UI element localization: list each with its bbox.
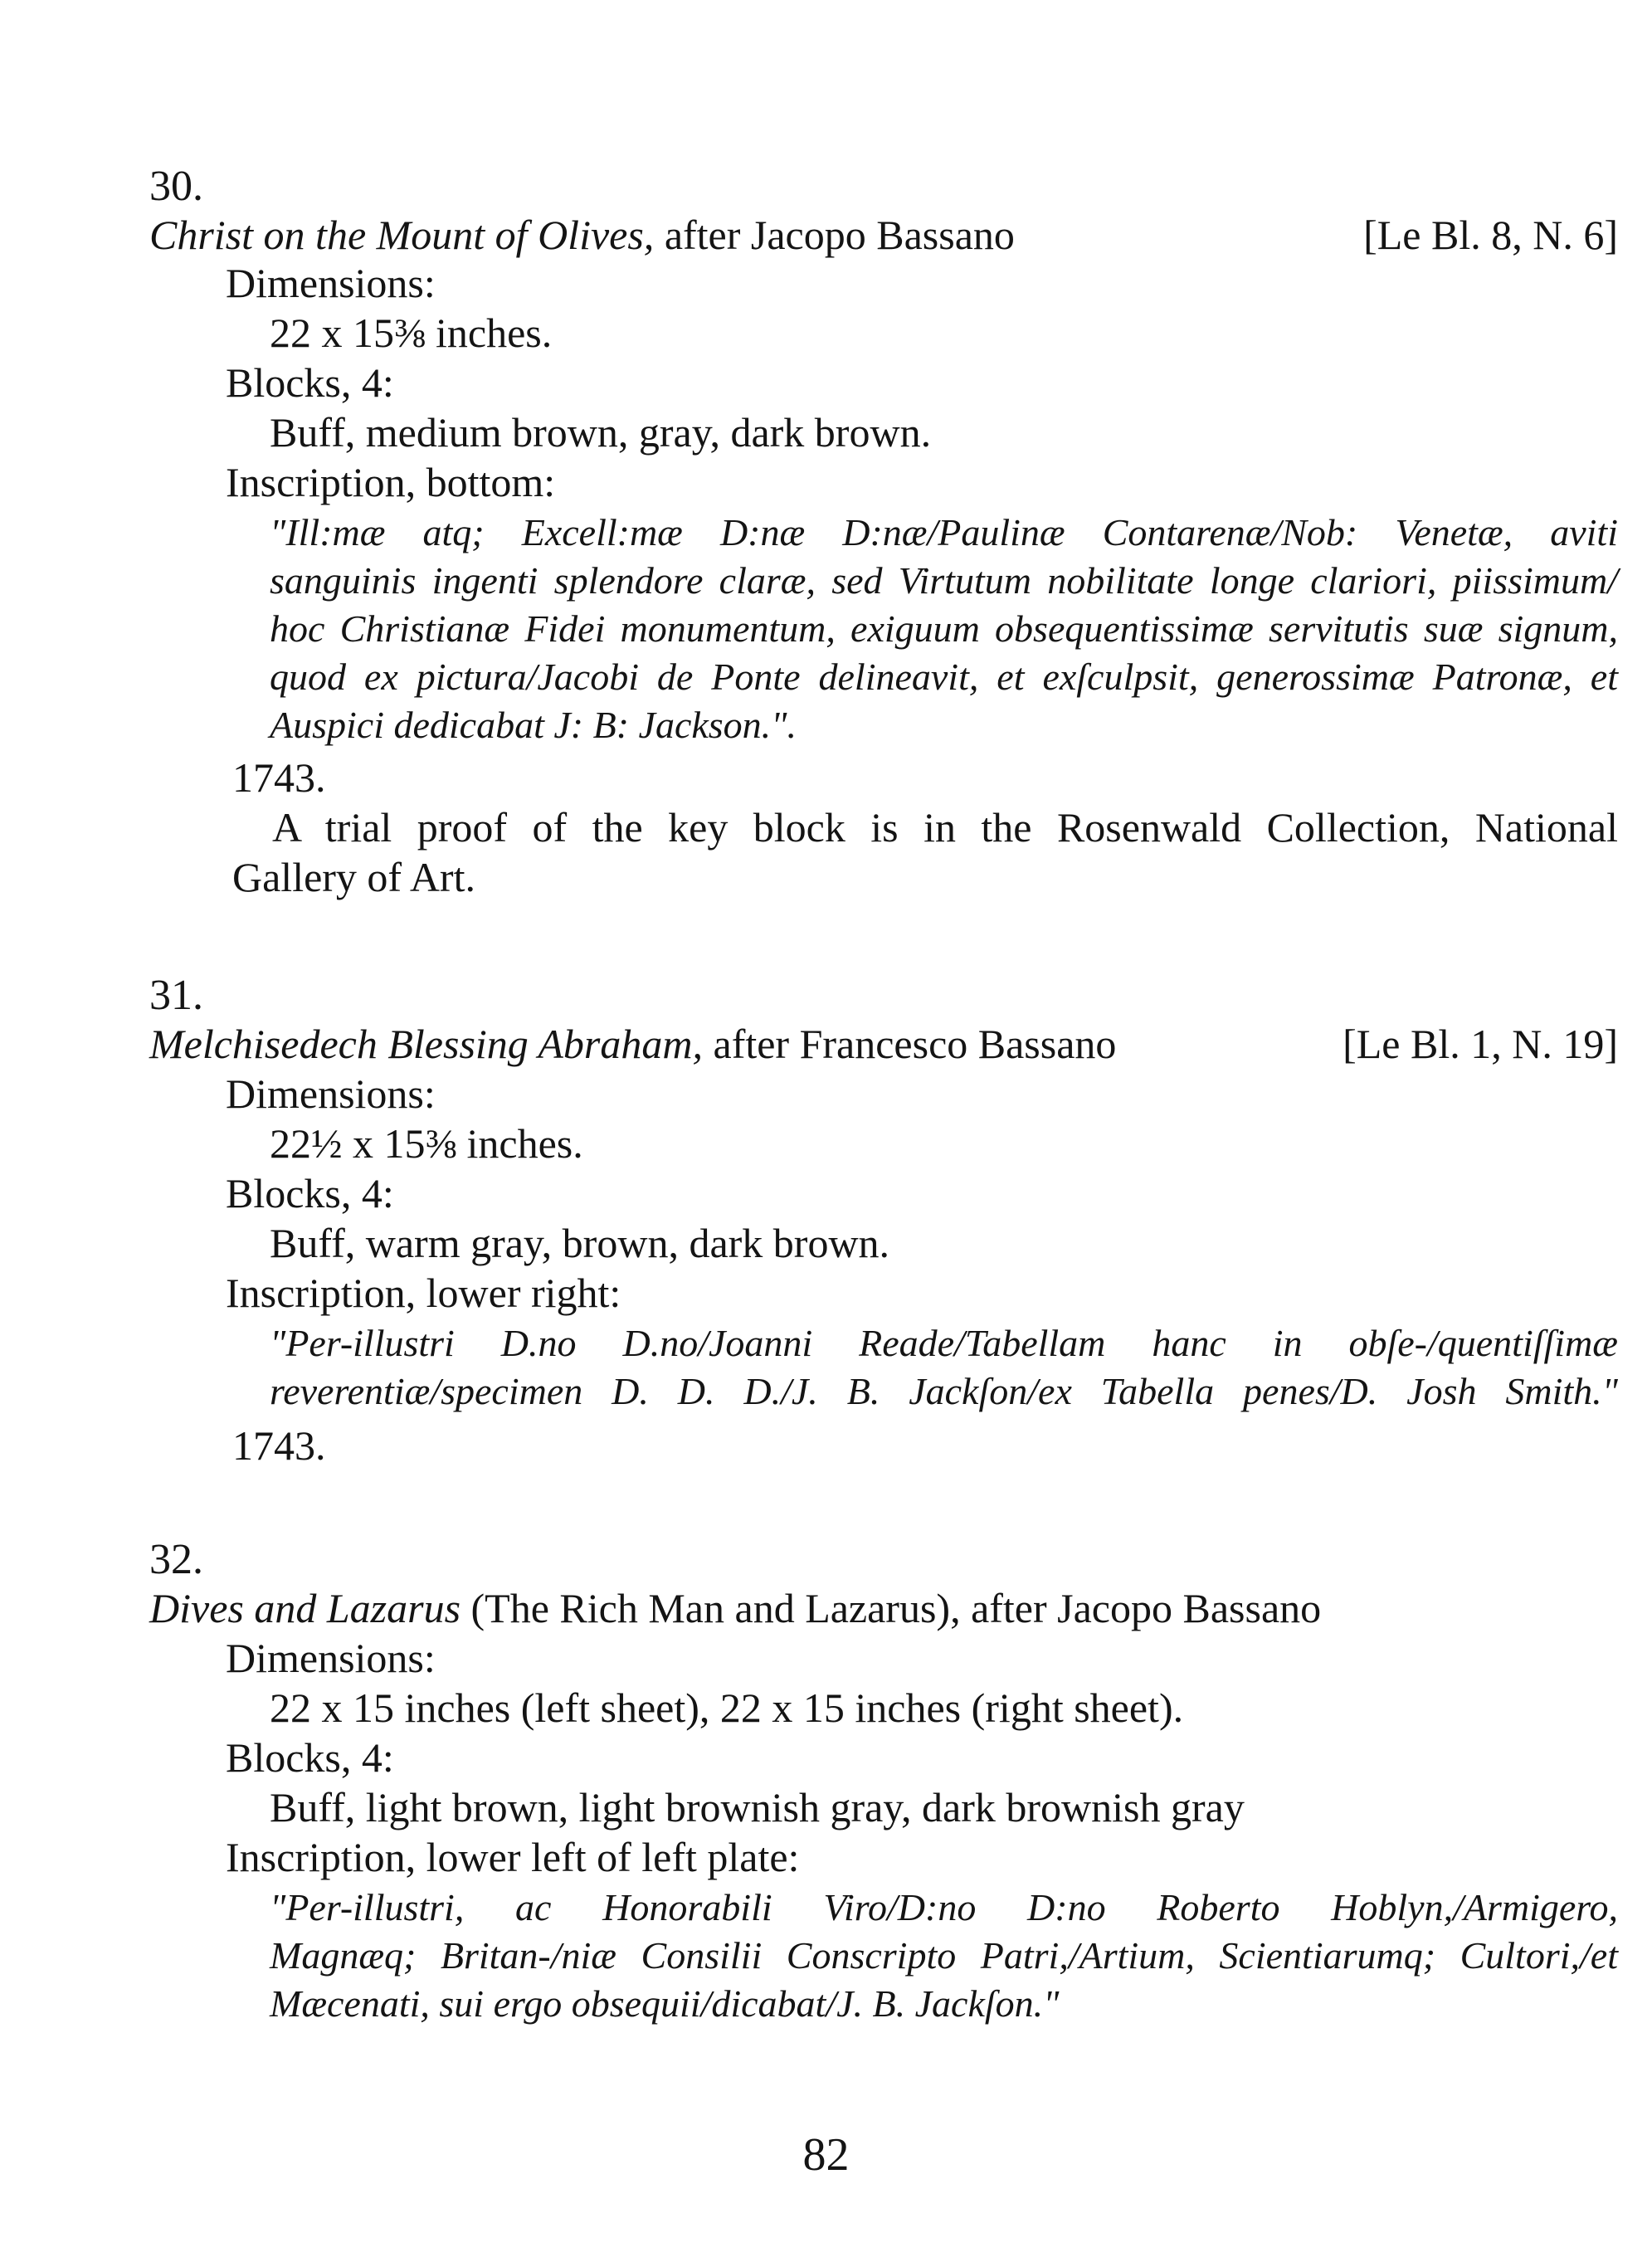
entry-title: Christ on the Mount of Olives,	[149, 212, 655, 258]
inscription-line: "Per-illustri D.no D.no/Joanni Reade/Tabellam hanc in obſe-/quentiſſimæ	[270, 1322, 1618, 1364]
entry-year: 1743.	[232, 1422, 326, 1469]
inscription-line: "Per-illustri, ac Honorabili Viro/D:no D:no Roberto Hoblyn,/Armigero,	[270, 1886, 1618, 1928]
catalog-entry-30	[149, 162, 1618, 909]
dimensions-label: Dimensions:	[226, 260, 436, 306]
entry-artist: after Jacopo Bassano	[654, 212, 1015, 258]
catalog-entry-31	[149, 971, 1618, 1518]
page-number: 82	[802, 2129, 850, 2181]
entry-title-line	[149, 1583, 1321, 1633]
catalog-entry-32	[149, 1535, 1618, 2050]
inscription-text	[270, 1884, 1618, 2028]
inscription-line: reverentiæ/specimen D. D. D./J. B. Jackſon/ex Tabella penes/D. Josh Smith."	[270, 1370, 1618, 1412]
inscription-text	[270, 509, 1618, 749]
inscription-line: "Ill:mæ atq; Excell:mæ D:næ D:næ/Paulinæ Contarenæ/Nob: Venetæ, aviti	[270, 511, 1618, 553]
note-line: Gallery of Art.	[232, 854, 475, 900]
inscription-line: Auspici dedicabat J: B: Jackson.".	[270, 704, 797, 746]
inscription-line: Magnæq; Britan-/niæ Consilii Conscripto Patri,/Artium, Scientiarumq; Cultori,/et	[270, 1934, 1618, 1977]
dimensions-value: 22 x 15 inches (left sheet), 22 x 15 inches (right sheet).	[270, 1684, 1184, 1731]
entry-title: Melchisedech Blessing Abraham,	[149, 1021, 703, 1067]
dimensions-label: Dimensions:	[226, 1635, 436, 1681]
entry-artist: after Francesco Bassano	[703, 1021, 1117, 1067]
blocks-value: Buff, medium brown, gray, dark brown.	[270, 409, 932, 456]
inscription-line: sanguinis ingenti splendore claræ, sed Virtutum nobilitate longe clariori, piissimum/	[270, 559, 1618, 602]
entry-number: 32.	[149, 1536, 203, 1583]
inscription-label: Inscription, lower left of left plate:	[226, 1834, 800, 1880]
blocks-label: Blocks, 4:	[226, 359, 394, 406]
blocks-label: Blocks, 4:	[226, 1170, 394, 1216]
blocks-value: Buff, light brown, light brownish gray, dark brownish gray	[270, 1784, 1245, 1830]
dimensions-label: Dimensions:	[226, 1070, 436, 1117]
blocks-label: Blocks, 4:	[226, 1734, 394, 1781]
dimensions-value: 22 x 15⅜ inches.	[270, 310, 553, 356]
entry-number: 30.	[149, 163, 203, 210]
entry-reference: [Le Bl. 1, N. 19]	[1343, 1021, 1618, 1067]
note-line: A trial proof of the key block is in the Rosenwald Collection, National	[272, 804, 1618, 851]
inscription-label: Inscription, bottom:	[226, 459, 556, 505]
entry-year: 1743.	[232, 754, 326, 801]
inscription-line: Mæcenati, sui ergo obsequii/dicabat/J. B. Jackſon."	[270, 1982, 1060, 2025]
entry-artist: (The Rich Man and Lazarus), after Jacopo Bassano	[461, 1585, 1322, 1631]
inscription-line: hoc Christianæ Fidei monumentum, exiguum obsequentissimæ servitutis suæ signum,	[270, 607, 1618, 650]
entry-note	[232, 802, 1618, 902]
entry-number: 31.	[149, 972, 203, 1019]
entry-title-line	[149, 210, 1015, 260]
inscription-text	[270, 1319, 1618, 1416]
blocks-value: Buff, warm gray, brown, dark brown.	[270, 1220, 890, 1266]
inscription-line: quod ex pictura/Jacobi de Ponte delineavit, et exſculpsit, generossimæ Patronæ, et	[270, 656, 1618, 698]
inscription-label: Inscription, lower right:	[226, 1270, 621, 1316]
entry-title: Dives and Lazarus	[149, 1585, 461, 1631]
dimensions-value: 22½ x 15⅜ inches.	[270, 1120, 583, 1167]
entry-reference: [Le Bl. 8, N. 6]	[1363, 212, 1618, 258]
entry-title-line	[149, 1019, 1116, 1069]
